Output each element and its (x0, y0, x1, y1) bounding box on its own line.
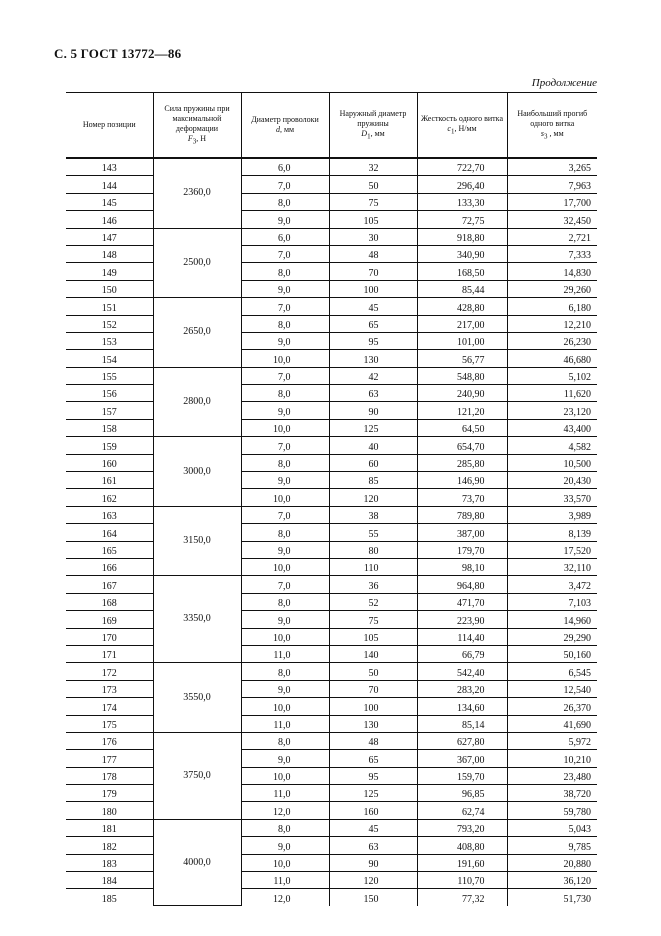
outer-diameter-cell: 42 (329, 367, 417, 384)
stiffness-cell: 179,70 (417, 541, 507, 558)
deflection-cell: 59,780 (507, 802, 597, 819)
table-body (66, 158, 597, 906)
stiffness-cell: 85,44 (417, 280, 507, 297)
position-cell: 143 (66, 158, 153, 176)
wire-diameter-cell: 7,0 (241, 245, 329, 262)
position-cell: 147 (66, 228, 153, 245)
wire-diameter-cell: 10,0 (241, 419, 329, 436)
force-cell: 3350,0 (153, 576, 241, 663)
deflection-cell: 4,582 (507, 437, 597, 454)
wire-diameter-cell: 6,0 (241, 158, 329, 176)
position-cell: 162 (66, 489, 153, 506)
outer-diameter-cell: 36 (329, 576, 417, 593)
deflection-cell: 12,540 (507, 680, 597, 697)
table-row (66, 367, 597, 384)
outer-diameter-cell: 150 (329, 889, 417, 906)
position-cell: 175 (66, 715, 153, 732)
outer-diameter-cell: 105 (329, 628, 417, 645)
deflection-cell: 23,120 (507, 402, 597, 419)
wire-diameter-cell: 10,0 (241, 854, 329, 871)
stiffness-cell: 159,70 (417, 767, 507, 784)
table-row (66, 802, 597, 819)
wire-diameter-cell: 9,0 (241, 332, 329, 349)
position-cell: 173 (66, 680, 153, 697)
deflection-cell: 29,290 (507, 628, 597, 645)
stiffness-cell: 285,80 (417, 454, 507, 471)
position-cell: 149 (66, 263, 153, 280)
stiffness-cell: 789,80 (417, 506, 507, 523)
wire-diameter-cell: 12,0 (241, 889, 329, 906)
table-row (66, 489, 597, 506)
stiffness-cell: 793,20 (417, 819, 507, 836)
wire-diameter-cell: 8,0 (241, 193, 329, 210)
position-cell: 182 (66, 837, 153, 854)
page-header: С. 5 ГОСТ 13772—86 (54, 46, 182, 61)
position-cell: 177 (66, 750, 153, 767)
stiffness-cell: 627,80 (417, 732, 507, 749)
wire-diameter-cell: 10,0 (241, 489, 329, 506)
outer-diameter-cell: 90 (329, 402, 417, 419)
outer-diameter-cell: 140 (329, 645, 417, 662)
position-cell: 152 (66, 315, 153, 332)
wire-diameter-cell: 8,0 (241, 454, 329, 471)
deflection-cell: 7,333 (507, 245, 597, 262)
header-stiffness: Жесткость одного витка $c_1$, Н/мм (417, 93, 507, 159)
deflection-cell: 10,210 (507, 750, 597, 767)
outer-diameter-cell: 90 (329, 854, 417, 871)
position-cell: 165 (66, 541, 153, 558)
force-cell: 3150,0 (153, 506, 241, 576)
position-cell: 164 (66, 524, 153, 541)
table-row (66, 385, 597, 402)
spring-spec-table (66, 92, 597, 906)
outer-diameter-cell: 80 (329, 541, 417, 558)
position-cell: 166 (66, 558, 153, 575)
outer-diameter-cell: 45 (329, 819, 417, 836)
position-cell: 159 (66, 437, 153, 454)
stiffness-cell: 72,75 (417, 211, 507, 228)
wire-diameter-cell: 8,0 (241, 663, 329, 680)
outer-diameter-cell: 100 (329, 280, 417, 297)
outer-diameter-cell: 100 (329, 698, 417, 715)
table-row (66, 593, 597, 610)
outer-diameter-cell: 110 (329, 558, 417, 575)
stiffness-cell: 62,74 (417, 802, 507, 819)
stiffness-cell: 428,80 (417, 298, 507, 315)
outer-diameter-cell: 63 (329, 385, 417, 402)
table-row (66, 472, 597, 489)
table-row (66, 158, 597, 176)
wire-diameter-cell: 9,0 (241, 472, 329, 489)
position-cell: 179 (66, 785, 153, 802)
deflection-cell: 38,720 (507, 785, 597, 802)
stiffness-cell: 722,70 (417, 158, 507, 176)
deflection-cell: 11,620 (507, 385, 597, 402)
wire-diameter-cell: 8,0 (241, 524, 329, 541)
outer-diameter-cell: 160 (329, 802, 417, 819)
outer-diameter-cell: 130 (329, 715, 417, 732)
outer-diameter-cell: 125 (329, 419, 417, 436)
position-cell: 145 (66, 193, 153, 210)
outer-diameter-cell: 40 (329, 437, 417, 454)
position-cell: 157 (66, 402, 153, 419)
outer-diameter-cell: 45 (329, 298, 417, 315)
force-cell: 2360,0 (153, 158, 241, 228)
table-row (66, 889, 597, 906)
deflection-cell: 5,972 (507, 732, 597, 749)
table-row (66, 558, 597, 575)
table-row (66, 506, 597, 523)
table-row (66, 454, 597, 471)
wire-diameter-cell: 7,0 (241, 298, 329, 315)
table-row (66, 576, 597, 593)
outer-diameter-cell: 50 (329, 176, 417, 193)
stiffness-cell: 471,70 (417, 593, 507, 610)
continuation-label: Продолжение (531, 77, 597, 89)
deflection-cell: 14,830 (507, 263, 597, 280)
wire-diameter-cell: 8,0 (241, 819, 329, 836)
outer-diameter-cell: 48 (329, 245, 417, 262)
header-force: Сила пружины при максимальной деформации $F_3$, Н (153, 93, 241, 159)
force-cell: 3550,0 (153, 663, 241, 733)
table-row (66, 663, 597, 680)
wire-diameter-cell: 8,0 (241, 385, 329, 402)
stiffness-cell: 918,80 (417, 228, 507, 245)
wire-diameter-cell: 10,0 (241, 558, 329, 575)
table-row (66, 680, 597, 697)
stiffness-cell: 964,80 (417, 576, 507, 593)
stiffness-cell: 73,70 (417, 489, 507, 506)
table-row (66, 176, 597, 193)
deflection-cell: 20,880 (507, 854, 597, 871)
wire-diameter-cell: 11,0 (241, 645, 329, 662)
stiffness-cell: 66,79 (417, 645, 507, 662)
table-row (66, 437, 597, 454)
stiffness-cell: 340,90 (417, 245, 507, 262)
wire-diameter-cell: 10,0 (241, 698, 329, 715)
position-cell: 184 (66, 872, 153, 889)
table-row (66, 872, 597, 889)
deflection-cell: 26,370 (507, 698, 597, 715)
wire-diameter-cell: 9,0 (241, 611, 329, 628)
deflection-cell: 50,160 (507, 645, 597, 662)
table-row (66, 854, 597, 871)
deflection-cell: 23,480 (507, 767, 597, 784)
outer-diameter-cell: 50 (329, 663, 417, 680)
wire-diameter-cell: 8,0 (241, 593, 329, 610)
force-cell: 2500,0 (153, 228, 241, 298)
outer-diameter-cell: 75 (329, 611, 417, 628)
stiffness-cell: 64,50 (417, 419, 507, 436)
wire-diameter-cell: 9,0 (241, 837, 329, 854)
deflection-cell: 12,210 (507, 315, 597, 332)
table-row (66, 193, 597, 210)
deflection-cell: 7,103 (507, 593, 597, 610)
deflection-cell: 6,545 (507, 663, 597, 680)
wire-diameter-cell: 8,0 (241, 315, 329, 332)
outer-diameter-cell: 55 (329, 524, 417, 541)
outer-diameter-cell: 70 (329, 263, 417, 280)
stiffness-cell: 98,10 (417, 558, 507, 575)
stiffness-cell: 110,70 (417, 872, 507, 889)
force-cell: 2800,0 (153, 367, 241, 437)
wire-diameter-cell: 7,0 (241, 506, 329, 523)
position-cell: 163 (66, 506, 153, 523)
outer-diameter-cell: 70 (329, 680, 417, 697)
wire-diameter-cell: 12,0 (241, 802, 329, 819)
deflection-cell: 8,139 (507, 524, 597, 541)
stiffness-cell: 121,20 (417, 402, 507, 419)
stiffness-cell: 101,00 (417, 332, 507, 349)
stiffness-cell: 542,40 (417, 663, 507, 680)
deflection-cell: 5,043 (507, 819, 597, 836)
table-row (66, 419, 597, 436)
stiffness-cell: 367,00 (417, 750, 507, 767)
deflection-cell: 17,520 (507, 541, 597, 558)
table-row (66, 767, 597, 784)
deflection-cell: 46,680 (507, 350, 597, 367)
outer-diameter-cell: 30 (329, 228, 417, 245)
wire-diameter-cell: 9,0 (241, 750, 329, 767)
outer-diameter-cell: 120 (329, 872, 417, 889)
stiffness-cell: 146,90 (417, 472, 507, 489)
deflection-cell: 41,690 (507, 715, 597, 732)
position-cell: 156 (66, 385, 153, 402)
position-cell: 153 (66, 332, 153, 349)
deflection-cell: 3,989 (507, 506, 597, 523)
deflection-cell: 33,570 (507, 489, 597, 506)
wire-diameter-cell: 7,0 (241, 176, 329, 193)
deflection-cell: 7,963 (507, 176, 597, 193)
table-row (66, 350, 597, 367)
outer-diameter-cell: 120 (329, 489, 417, 506)
position-cell: 151 (66, 298, 153, 315)
stiffness-cell: 387,00 (417, 524, 507, 541)
position-cell: 170 (66, 628, 153, 645)
outer-diameter-cell: 52 (329, 593, 417, 610)
table-row (66, 715, 597, 732)
deflection-cell: 10,500 (507, 454, 597, 471)
wire-diameter-cell: 9,0 (241, 680, 329, 697)
position-cell: 185 (101, 893, 117, 905)
deflection-cell: 3,265 (507, 158, 597, 176)
wire-diameter-cell: 11,0 (241, 785, 329, 802)
position-cell: 169 (66, 611, 153, 628)
outer-diameter-cell: 75 (329, 193, 417, 210)
stiffness-cell: 223,90 (417, 611, 507, 628)
stiffness-cell: 85,14 (417, 715, 507, 732)
position-cell: 181 (66, 819, 153, 836)
deflection-cell: 14,960 (507, 611, 597, 628)
stiffness-cell: 654,70 (417, 437, 507, 454)
wire-diameter-cell: 11,0 (241, 715, 329, 732)
deflection-cell: 51,730 (507, 889, 597, 906)
stiffness-cell: 168,50 (417, 263, 507, 280)
outer-diameter-cell: 65 (329, 315, 417, 332)
wire-diameter-cell: 9,0 (241, 211, 329, 228)
deflection-cell: 20,430 (507, 472, 597, 489)
deflection-cell: 26,230 (507, 332, 597, 349)
header-wire-diameter: Диаметр проволоки d, мм (241, 93, 329, 159)
deflection-cell: 5,102 (507, 367, 597, 384)
table-row (66, 541, 597, 558)
table-row (66, 732, 597, 749)
deflection-cell: 29,260 (507, 280, 597, 297)
table-row (66, 698, 597, 715)
force-cell: 3000,0 (153, 437, 241, 507)
wire-diameter-cell: 10,0 (241, 350, 329, 367)
position-cell: 155 (66, 367, 153, 384)
position-cell: 144 (66, 176, 153, 193)
position-cell: 148 (66, 245, 153, 262)
position-cell: 160 (66, 454, 153, 471)
position-cell: 154 (66, 350, 153, 367)
stiffness-cell: 134,60 (417, 698, 507, 715)
outer-diameter-cell: 130 (329, 350, 417, 367)
deflection-cell: 43,400 (507, 419, 597, 436)
table-row (66, 785, 597, 802)
position-cell: 183 (66, 854, 153, 871)
outer-diameter-cell: 105 (329, 211, 417, 228)
stiffness-cell: 56,77 (417, 350, 507, 367)
table-row (66, 645, 597, 662)
table-row (66, 611, 597, 628)
stiffness-cell: 217,00 (417, 315, 507, 332)
wire-diameter-cell: 6,0 (241, 228, 329, 245)
stiffness-cell: 96,85 (417, 785, 507, 802)
outer-diameter-cell: 95 (329, 767, 417, 784)
position-cell: 158 (66, 419, 153, 436)
outer-diameter-cell: 60 (329, 454, 417, 471)
wire-diameter-cell: 9,0 (241, 541, 329, 558)
header-position: Номер позиции (66, 93, 153, 159)
wire-diameter-cell: 7,0 (241, 576, 329, 593)
stiffness-cell: 114,40 (417, 628, 507, 645)
outer-diameter-cell: 48 (329, 732, 417, 749)
position-cell: 146 (66, 211, 153, 228)
position-cell: 171 (66, 645, 153, 662)
outer-diameter-cell: 65 (329, 750, 417, 767)
table-row (66, 819, 597, 836)
table-row (66, 245, 597, 262)
force-cell: 2650,0 (153, 298, 241, 368)
position-cell: 167 (66, 576, 153, 593)
deflection-cell: 6,180 (507, 298, 597, 315)
wire-diameter-cell: 8,0 (241, 732, 329, 749)
wire-diameter-cell: 9,0 (241, 280, 329, 297)
deflection-cell: 17,700 (507, 193, 597, 210)
outer-diameter-cell: 32 (329, 158, 417, 176)
table-row (66, 315, 597, 332)
header-outer-diameter: Наружный диаметр пружины $D_1$, мм (329, 93, 417, 159)
stiffness-cell: 548,80 (417, 367, 507, 384)
table-row (66, 211, 597, 228)
position-cell: 180 (66, 802, 153, 819)
table-header-row (66, 93, 597, 159)
table-row (66, 628, 597, 645)
position-cell: 176 (66, 732, 153, 749)
wire-diameter-cell: 7,0 (241, 367, 329, 384)
deflection-cell: 9,785 (507, 837, 597, 854)
position-cell: 150 (66, 280, 153, 297)
wire-diameter-cell: 9,0 (241, 402, 329, 419)
outer-diameter-cell: 63 (329, 837, 417, 854)
outer-diameter-cell: 85 (329, 472, 417, 489)
wire-diameter-cell: 7,0 (241, 437, 329, 454)
position-cell: 178 (66, 767, 153, 784)
wire-diameter-cell: 8,0 (241, 263, 329, 280)
stiffness-cell: 133,30 (417, 193, 507, 210)
header-deflection: Наибольший прогиб одного витка $s_3$ , мм (507, 93, 597, 159)
outer-diameter-cell: 95 (329, 332, 417, 349)
table-row (66, 228, 597, 245)
deflection-cell: 3,472 (507, 576, 597, 593)
force-cell: 3750,0 (153, 732, 241, 819)
outer-diameter-cell: 125 (329, 785, 417, 802)
wire-diameter-cell: 11,0 (241, 872, 329, 889)
force-cell: 4000,0 (153, 819, 241, 905)
table-row (66, 263, 597, 280)
deflection-cell: 32,450 (507, 211, 597, 228)
position-cell: 168 (66, 593, 153, 610)
stiffness-cell: 191,60 (417, 854, 507, 871)
position-cell: 174 (66, 698, 153, 715)
deflection-cell: 32,110 (507, 558, 597, 575)
table-row (66, 837, 597, 854)
position-cell: 161 (66, 472, 153, 489)
table-row (66, 332, 597, 349)
stiffness-cell: 77,32 (417, 889, 507, 906)
table-row (66, 298, 597, 315)
table-row (66, 402, 597, 419)
deflection-cell: 36,120 (507, 872, 597, 889)
stiffness-cell: 283,20 (417, 680, 507, 697)
wire-diameter-cell: 10,0 (241, 767, 329, 784)
table-row (66, 524, 597, 541)
outer-diameter-cell: 38 (329, 506, 417, 523)
stiffness-cell: 408,80 (417, 837, 507, 854)
table-row (66, 280, 597, 297)
stiffness-cell: 296,40 (417, 176, 507, 193)
stiffness-cell: 240,90 (417, 385, 507, 402)
wire-diameter-cell: 10,0 (241, 628, 329, 645)
table-row (66, 750, 597, 767)
deflection-cell: 2,721 (507, 228, 597, 245)
position-cell: 172 (66, 663, 153, 680)
